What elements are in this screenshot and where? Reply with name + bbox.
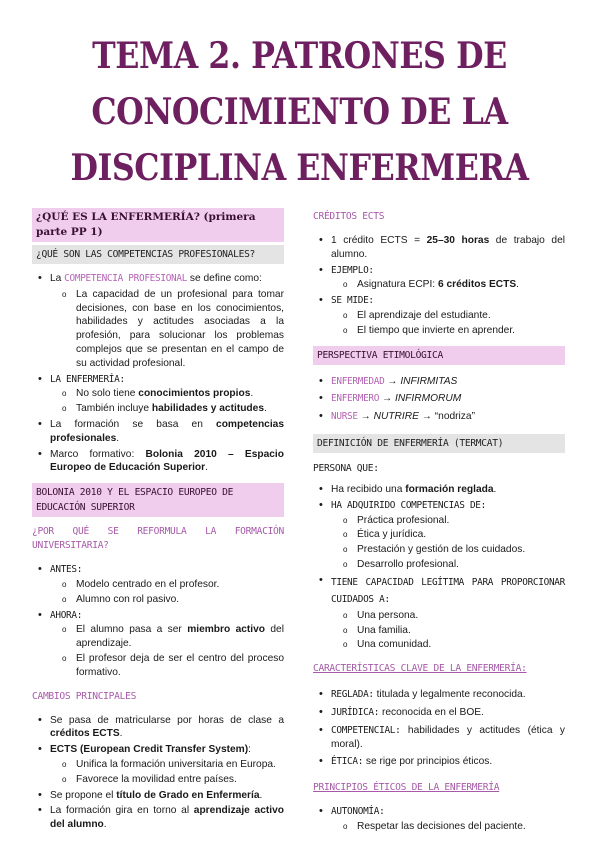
title-line-1: TEMA 2. PATRONES DE [92,35,507,77]
arrow-icon: → [387,375,398,387]
ahora-label: AHORA: [50,609,83,621]
list-item: o También incluye habilidades y actitudes. [50,402,284,416]
reforma-list [32,563,284,679]
list-item: • REGLADA: titulada y legalmente reconocida. [313,688,565,702]
arrow-icon: → [381,393,393,405]
competencias-list [32,272,284,475]
list-item [313,264,565,293]
list-item: • Se pasa de matricularse por horas de clase a créditos ECTS. [32,714,284,742]
list-item: o Favorece la movilidad entre países. [50,773,284,787]
definicion-list [313,483,565,652]
competencia-keyword: COMPETENCIA PROFESIONAL [64,273,188,284]
section-heading-creditos: CRÉDITOS ECTS [313,211,385,222]
section-heading-cambios: CAMBIOS PRINCIPALES [32,690,137,702]
list-item: o Una persona. [331,609,565,623]
list-item: o El tiempo que invierte en aprender. [331,324,565,338]
list-item: o Alumno con rol pasivo. [50,593,284,607]
list-item [313,294,565,337]
caracteristicas-list [313,688,565,769]
section-heading-principios: PRINCIPIOS ÉTICOS DE LA ENFERMERÍA [313,782,500,794]
list-item: o Una comunidad. [331,638,565,652]
list-item: o Unifica la formación universitaria en Europa. [50,758,284,772]
cambios-list [32,714,284,832]
list-item: • ENFERMEDAD → INFIRMITAS [313,375,565,389]
list-item: o Una familia. [331,624,565,638]
list-item: o Asignatura ECPI: 6 créditos ECTS. [331,278,565,292]
right-column [313,208,565,836]
left-column [32,208,284,834]
list-item: • JURÍDICA: reconocida en el BOE. [313,706,565,720]
mide-label: SE MIDE: [331,295,374,307]
list-item: • Marco formativo: Bolonia 2010 – Espacio Europeo de Educación Superior. [32,448,284,476]
page-title [36,28,563,196]
list-item: • Ha recibido una formación reglada. [313,483,565,497]
section-heading-caracteristicas: CARACTERÍSTICAS CLAVE DE LA ENFERMERÍA: [313,663,527,675]
ejemplo-label: EJEMPLO: [331,264,374,276]
list-item [32,563,284,606]
section-heading-bolonia: BOLONIA 2010 Y EL ESPACIO EUROPEO DE EDUCACIÓN SUPERIOR [32,483,284,517]
antes-label: ANTES: [50,564,83,576]
title-line-3: DISCIPLINA ENFERMERA [70,147,529,189]
list-item [32,609,284,680]
list-item: o No solo tiene conocimientos propios. [50,387,284,401]
section-heading-definicion: DEFINICIÓN DE ENFERMERÍA (TERMCAT) [313,434,565,453]
section-heading-que-es: ¿QUÉ ES LA ENFERMERÍA? (primera parte PP 1) [32,208,284,242]
section-heading-etimologica: PERSPECTIVA ETIMOLÓGICA [313,346,565,365]
enfermeria-label: LA ENFERMERÍA: [50,373,125,385]
list-item: o El aprendizaje del estudiante. [331,309,565,323]
creditos-list [313,234,565,338]
list-item: o Desarrollo profesional. [331,558,565,572]
persona-que-label: PERSONA QUE: [313,462,379,474]
list-item: o La capacidad de un profesional para tomar decisiones, con base en los conocimientos, habilidades y actitudes asociadas a la profesión, para solucionar los problemas complejos que se presentan en el campo de su actividad profesional. [50,288,284,371]
title-line-2: CONOCIMIENTO DE LA [91,91,508,133]
list-item: o Práctica profesional. [331,514,565,528]
list-item: • La COMPETENCIA PROFESIONAL se define como: o La capacidad de un profesional para tomar decisiones, con base en los conocimientos, habilidades y actitudes asociadas a la profesión, para solucionar los problemas complejos que se presentan en el campo de su actividad profesional. [32,272,284,371]
list-item: • La formación se basa en competencias profesionales. [32,418,284,446]
list-item: • COMPETENCIAL: habilidades y actitudes (ética y moral). [313,724,565,752]
section-heading-competencias: ¿QUÉ SON LAS COMPETENCIAS PROFESIONALES? [32,245,284,264]
list-item: • 1 crédito ECTS = 25–30 horas de trabajo del alumno. [313,234,565,262]
list-item: o Respetar las decisiones del paciente. [331,820,565,834]
section-heading-por-que: ¿POR QUÉ SE REFORMULA LA FORMACIÓN UNIVERSITARIA? [32,526,284,552]
list-item: • Se propone el título de Grado en Enfermería. [32,789,284,803]
list-item: • AUTONOMÍA: o Respetar las decisiones del paciente. [313,805,565,834]
list-item [32,373,284,416]
list-item: • ÉTICA: se rige por principios éticos. [313,755,565,769]
list-item: • ENFERMERO → INFIRMORUM [313,392,565,406]
list-item: o Ética y jurídica. [331,528,565,542]
list-item: • TIENE CAPACIDAD LEGÍTIMA PARA PROPORCIONAR CUIDADOS A: o Una persona. o Una familia. o Una comunidad. [313,574,565,652]
list-item: o El alumno pasa a ser miembro activo del aprendizaje. [50,623,284,651]
list-item: • HA ADQUIRIDO COMPETENCIAS DE: o Práctica profesional. o Ética y jurídica. o Prestación y gestión de los cuidados. o Desarrollo profesional. [313,499,565,572]
arrow-icon: → [360,411,371,423]
list-item: o El profesor deja de ser el centro del proceso formativo. [50,652,284,680]
etimologia-list [313,375,565,424]
principios-list [313,805,565,834]
list-item: • ECTS (European Credit Transfer System): o Unifica la formación universitaria en Europa. o Favorece la movilidad entre países. [32,743,284,786]
arrow-icon: → [421,411,432,423]
list-item: o Modelo centrado en el profesor. [50,578,284,592]
list-item: • La formación gira en torno al aprendizaje activo del alumno. [32,804,284,832]
list-item: o Prestación y gestión de los cuidados. [331,543,565,557]
list-item: • NURSE → NUTRIRE → “nodriza” [313,410,565,424]
